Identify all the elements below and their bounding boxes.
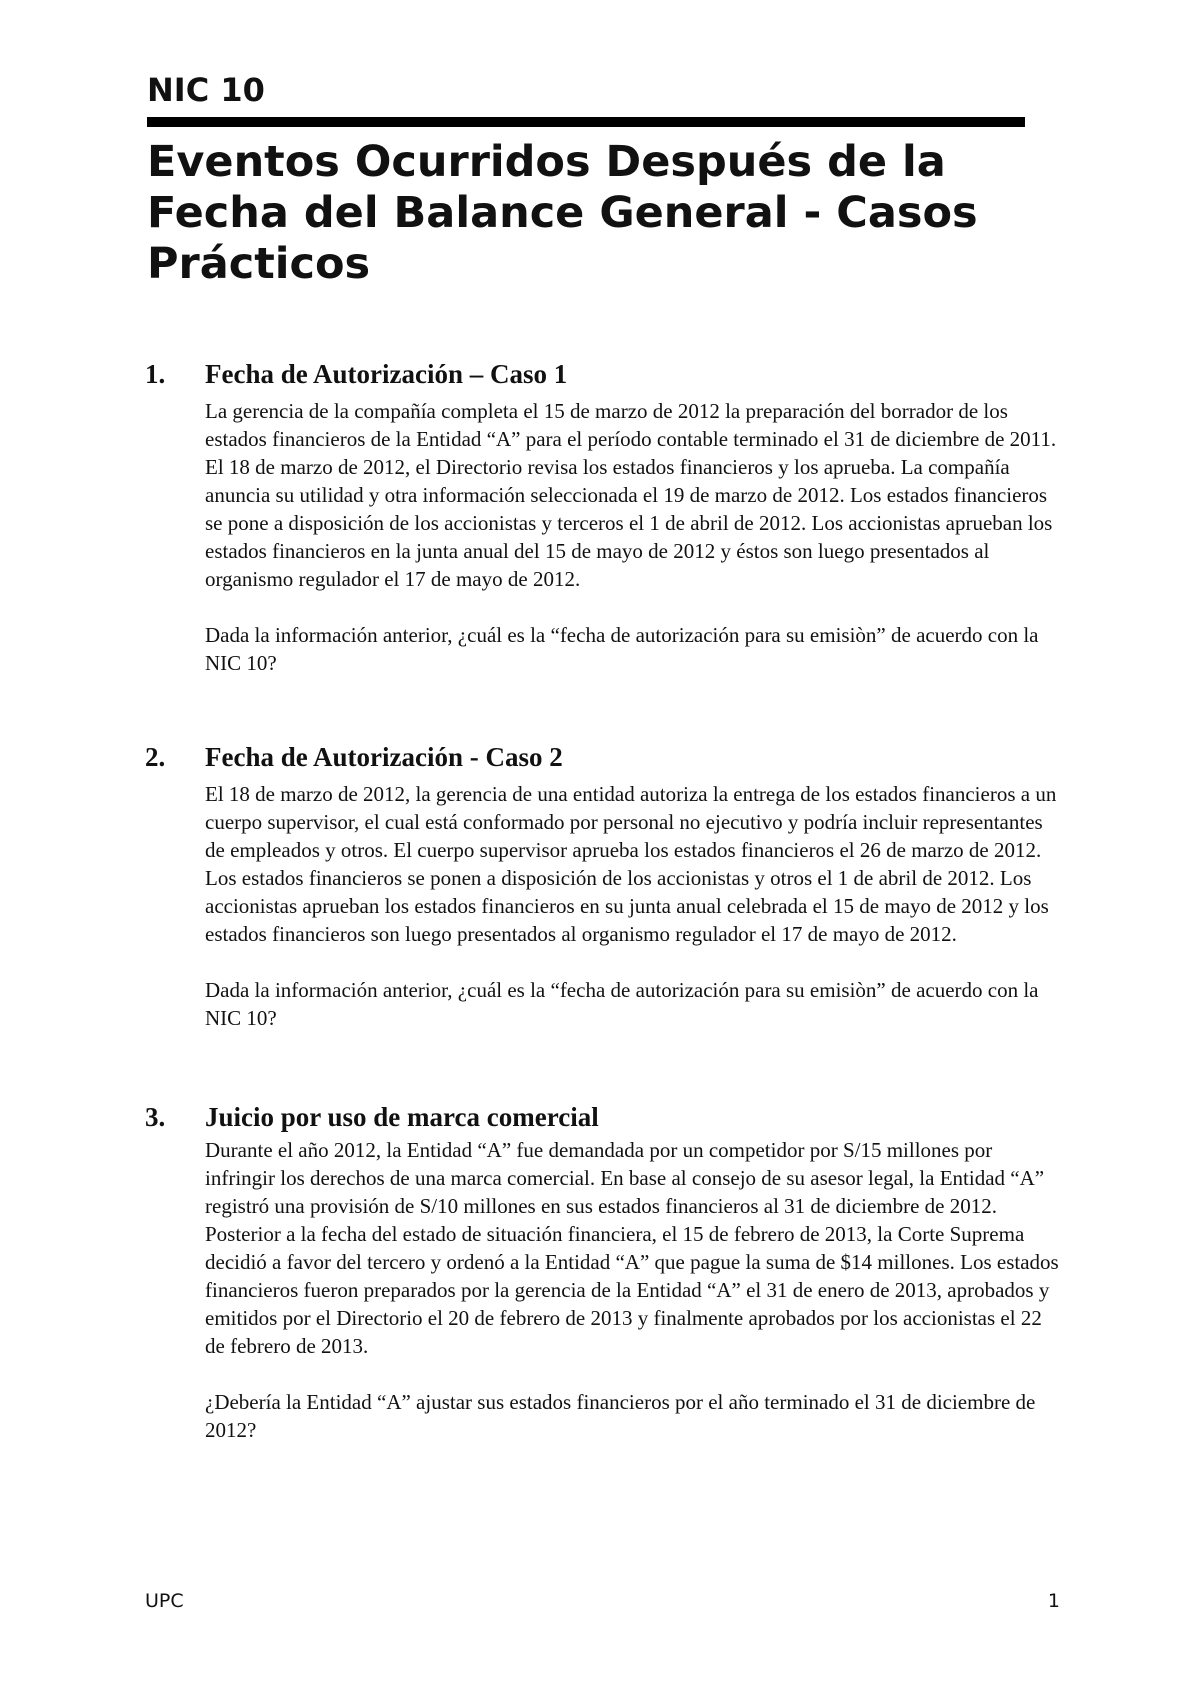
case-question: ¿Debería la Entidad “A” ajustar sus estados financieros por el año terminado el 31 de diciembre de 2012? — [205, 1390, 1036, 1442]
case-description: El 18 de marzo de 2012, la gerencia de una entidad autoriza la entrega de los estados financieros a un cuerpo supervisor, el cual está conformado por personal no ejecutivo y podría incluir representantes de empleados y otros. El cuerpo supervisor aprueba los estados financieros el 26 de marzo de 2012. Los estados financieros se ponen a disposición de los accionistas y otros el 1 de abril de 2012. Los accionistas aprueban los estados financieros en su junta anual celebrada el 15 de mayo de 2012 y los estados financieros son luego presentados al organismo regulador el 17 de mayo de 2012. — [205, 782, 1057, 946]
section-heading-text: Fecha de Autorización – Caso 1 — [205, 359, 568, 389]
section-heading — [145, 740, 1065, 774]
document-title: Eventos Ocurridos Después de la Fecha del Balance General - Casos Prácticos — [147, 137, 978, 289]
section-number: 1. — [145, 359, 166, 389]
section-heading-text: Juicio por uso de marca comercial — [205, 1102, 599, 1132]
document-code: NIC 10 — [147, 71, 265, 109]
case-description: Durante el año 2012, la Entidad “A” fue demandada por un competidor por S/15 millones por infringir los derechos de una marca comercial. En base al consejo de su asesor legal, la Entidad “A” registró una provisión de S/10 millones en sus estados financieros al 31 de diciembre de 2012. Posterior a la fecha del estado de situación financiera, el 15 de febrero de 2013, la Corte Suprema decidió a favor del tercero y ordenó a la Entidad “A” que pague la suma de $14 millones. Los estados financieros fueron preparados por la gerencia de la Entidad “A” el 31 de enero de 2013, aprobados y emitidos por el Directorio el 20 de febrero de 2013 y finalmente aprobados por los accionistas el 22 de febrero de 2013. — [205, 1138, 1059, 1358]
section-heading — [145, 357, 1065, 391]
case-question: Dada la información anterior, ¿cuál es la “fecha de autorización para su emisiòn” de acuerdo con la NIC 10? — [205, 623, 1039, 675]
title-divider — [147, 117, 1025, 127]
section-heading — [145, 1100, 1065, 1134]
section-case-2 — [145, 740, 1065, 1032]
case-description: La gerencia de la compañía completa el 15 de marzo de 2012 la preparación del borrador de los estados financieros de la Entidad “A” para el período contable terminado el 31 de diciembre de 2011. El 18 de marzo de 2012, el Directorio revisa los estados financieros y los aprueba. La compañía anuncia su utilidad y otra información seleccionada el 19 de marzo de 2012. Los estados financieros se pone a disposición de los accionistas y terceros el 1 de abril de 2012. Los accionistas aprueban los estados financieros en la junta anual del 15 de mayo de 2012 y éstos son luego presentados al organismo regulador el 17 de mayo de 2012. — [205, 399, 1057, 591]
section-case-1 — [145, 357, 1065, 677]
section-body — [205, 397, 1065, 677]
section-heading-text: Fecha de Autorización - Caso 2 — [205, 742, 563, 772]
section-number: 3. — [145, 1102, 166, 1132]
footer-page-number: 1 — [1047, 1590, 1060, 1612]
section-case-3 — [145, 1100, 1065, 1444]
section-body — [205, 1136, 1065, 1444]
footer-organization: UPC — [145, 1590, 184, 1612]
section-body — [205, 780, 1065, 1032]
section-number: 2. — [145, 742, 166, 772]
case-question: Dada la información anterior, ¿cuál es la “fecha de autorización para su emisiòn” de acuerdo con la NIC 10? — [205, 978, 1039, 1030]
